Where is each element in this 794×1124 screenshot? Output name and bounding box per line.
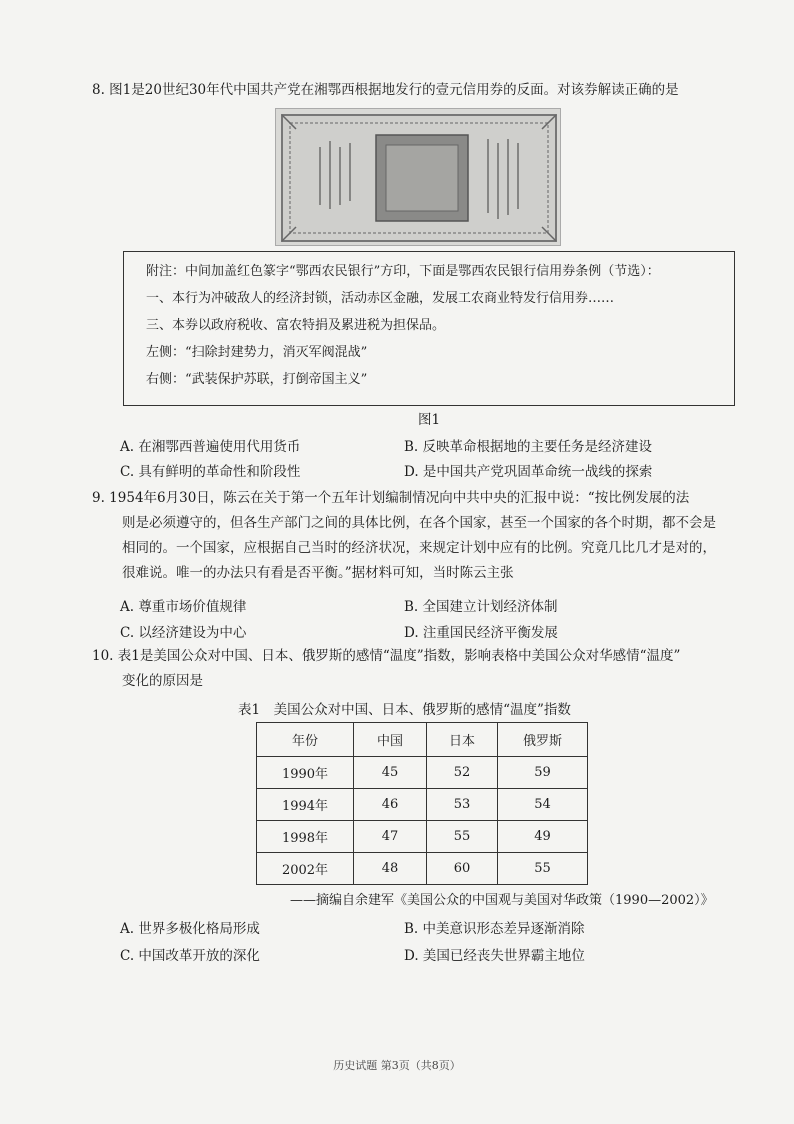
q8-option-c[interactable]: C. 具有鲜明的革命性和阶段性 (120, 464, 301, 480)
table-header-cell: 中国 (354, 723, 427, 757)
table-source: ——摘编自余建军《美国公众的中国观与美国对华政策（1990—2002）》 (290, 893, 714, 908)
table-header-cell: 日本 (427, 723, 498, 757)
q8-option-a[interactable]: A. 在湘鄂西普遍使用代用货币 (120, 439, 301, 455)
q10-line: 10. 表1是美国公众对中国、日本、俄罗斯的感情“温度”指数，影响表格中美国公众对华感情“温度” (92, 648, 681, 664)
table-cell: 53 (427, 789, 498, 821)
q9-line: 很难说。唯一的办法只有看是否平衡。”据材料可知，当时陈云主张 (122, 565, 514, 581)
figure-caption: 图1 (418, 412, 441, 428)
q10-option-a[interactable]: A. 世界多极化格局形成 (120, 921, 260, 937)
q9-stem (92, 486, 772, 586)
table-cell: 46 (354, 789, 427, 821)
q8-option-b[interactable]: B. 反映革命根据地的主要任务是经济建设 (404, 439, 653, 455)
annotation-line: 附注：中间加盖红色篆字“鄂西农民银行”方印，下面是鄂西农民银行信用券条例（节选）： (146, 264, 660, 279)
table-caption: 表1 美国公众对中国、日本、俄罗斯的感情“温度”指数 (238, 702, 571, 718)
q10-line: 变化的原因是 (122, 673, 203, 689)
q8-option-d[interactable]: D. 是中国共产党巩固革命统一战线的探索 (404, 464, 653, 480)
annotation-line: 右侧：“武装保护苏联，打倒帝国主义” (146, 372, 368, 387)
q9-line: 相同的。一个国家，应根据自己当时的经济状况，来规定计划中应有的比例。究竟几比几才是对的， (122, 540, 716, 556)
table-cell: 54 (498, 789, 588, 821)
page-footer: 历史试题 第3页（共8页） (333, 1059, 461, 1072)
table-cell: 52 (427, 757, 498, 789)
annotation-line: 一、本行为冲破敌人的经济封锁，活动赤区金融，发展工农商业特发行信用券…… (146, 291, 615, 306)
table-cell: 2002年 (257, 853, 354, 885)
temperature-index-table (256, 722, 588, 885)
q10-option-b[interactable]: B. 中美意识形态差异逐渐消除 (404, 921, 585, 937)
q9-option-c[interactable]: C. 以经济建设为中心 (120, 625, 247, 641)
credit-note-image (275, 108, 561, 246)
credit-note-illustration (276, 109, 562, 247)
table-header-cell: 年份 (257, 723, 354, 757)
q9-line: 9. 1954年6月30日，陈云在关于第一个五年计划编制情况向中共中央的汇报中说：“按比例发展的法 (92, 490, 690, 506)
q10-option-c[interactable]: C. 中国改革开放的深化 (120, 948, 260, 964)
table-cell: 1994年 (257, 789, 354, 821)
table-cell: 49 (498, 821, 588, 853)
table-cell: 1998年 (257, 821, 354, 853)
table-header-cell: 俄罗斯 (498, 723, 588, 757)
table-cell: 1990年 (257, 757, 354, 789)
q9-line: 则是必须遵守的，但各生产部门之间的具体比例，在各个国家，甚至一个国家的各个时期，都不会是 (122, 515, 716, 531)
table-cell: 48 (354, 853, 427, 885)
table-cell: 45 (354, 757, 427, 789)
q8-stem: 8. 图1是20世纪30年代中国共产党在湘鄂西根据地发行的壹元信用券的反面。对该券解读正确的是 (92, 82, 679, 98)
table-cell: 59 (498, 757, 588, 789)
table-cell: 55 (427, 821, 498, 853)
table-row (257, 821, 588, 853)
q9-option-b[interactable]: B. 全国建立计划经济体制 (404, 599, 558, 615)
q9-option-a[interactable]: A. 尊重市场价值规律 (120, 599, 247, 615)
table-header-row (257, 723, 588, 757)
table-cell: 47 (354, 821, 427, 853)
q10-stem (92, 644, 772, 694)
table-row (257, 789, 588, 821)
table-row (257, 853, 588, 885)
q10-option-d[interactable]: D. 美国已经丧失世界霸主地位 (404, 948, 585, 964)
annotation-line: 三、本券以政府税收、富农特捐及累进税为担保品。 (146, 318, 446, 333)
annotation-line: 左侧：“扫除封建势力，消灭军阀混战” (146, 345, 368, 360)
table-cell: 55 (498, 853, 588, 885)
table-cell: 60 (427, 853, 498, 885)
q9-option-d[interactable]: D. 注重国民经济平衡发展 (404, 625, 558, 641)
table-row (257, 757, 588, 789)
annotation-box (123, 251, 735, 406)
